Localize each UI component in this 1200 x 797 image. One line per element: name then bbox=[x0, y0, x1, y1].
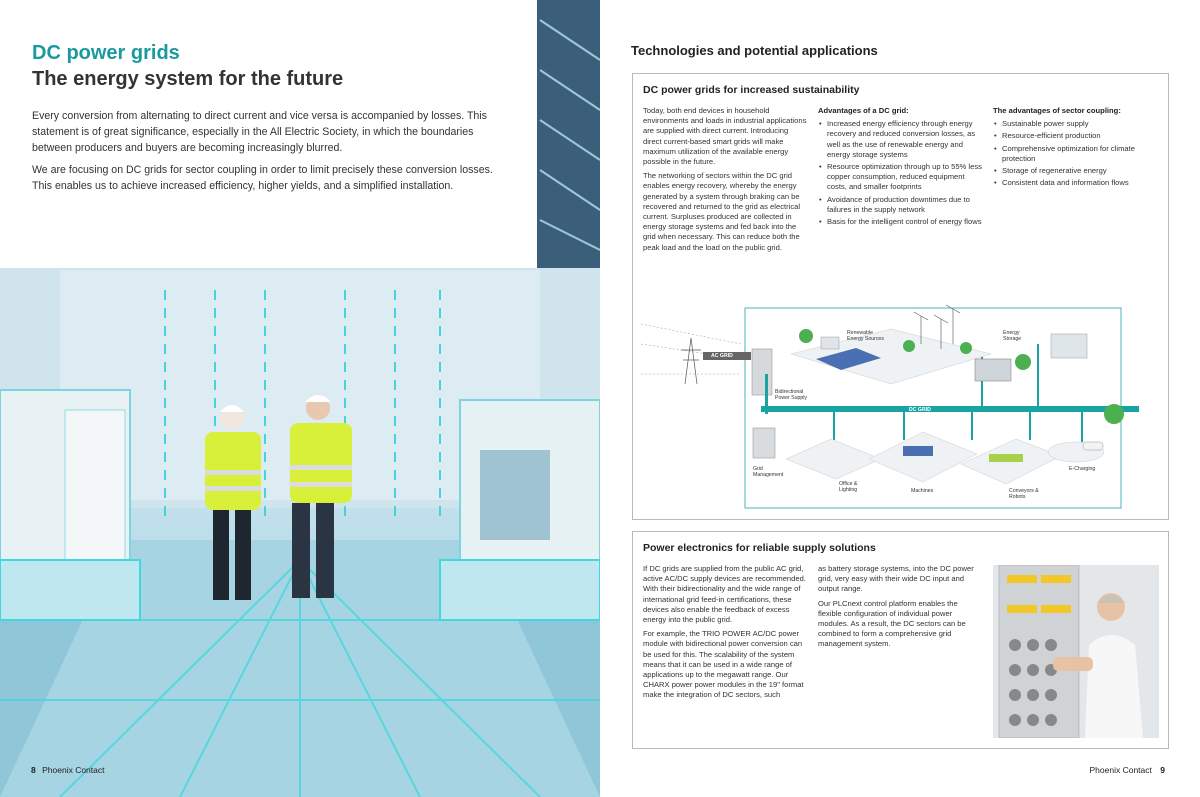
dc-grid-diagram-graphic bbox=[641, 304, 1161, 514]
machines-label: Machines bbox=[911, 488, 934, 494]
battery-storage-icon bbox=[975, 359, 1011, 381]
bidirectional-label: Bidirectional Power Supply bbox=[775, 389, 808, 401]
conveyors-label: Conveyors & Robots bbox=[1009, 488, 1039, 500]
list-item: • Resource-efficient production bbox=[993, 131, 1163, 141]
power-electronics-panel bbox=[632, 531, 1169, 749]
panel2-col2-paragraph-2: Our PLCnext control platform enables the flexible configuration of individual power modules. As a result, the DC sectors can be combined to form a comprehensive grid management system. bbox=[818, 598, 966, 649]
intro-paragraph-1: Every conversion from alternating to direct current and vice versa is accompanied by losses. This statement is of great significance, especially in the All Electric Society, in which the boundaries between producers and buyers are becoming increasingly blurred. bbox=[32, 110, 487, 154]
technician-illustration bbox=[993, 565, 1159, 738]
power-supply-cabinet-icon bbox=[752, 349, 772, 395]
list-item: • Comprehensive optimization for climate protection bbox=[993, 144, 1163, 164]
dc-grid-label: DC GRID bbox=[909, 407, 931, 413]
panel2-column-1 bbox=[643, 564, 808, 705]
panel1-title: DC power grids for increased sustainability bbox=[643, 84, 860, 96]
page-title: DC power grids bbox=[32, 42, 180, 64]
panel1-column-2 bbox=[818, 106, 986, 229]
power-pylon-icon bbox=[681, 338, 701, 384]
sustainability-panel bbox=[632, 73, 1169, 520]
page-subtitle: The energy system for the future bbox=[32, 68, 344, 90]
renewable-label: Renewable Energy Sources bbox=[847, 330, 884, 342]
intro-text-box bbox=[0, 0, 537, 268]
dc-grid-bar bbox=[761, 406, 1139, 412]
list-item: • Increased energy efficiency through energy recovery and reduced conversion losses, as well as the use of renewable energy and energy storage systems bbox=[818, 119, 986, 160]
left-footer-brand: Phoenix Contact bbox=[42, 765, 105, 775]
dc-grid-diagram bbox=[641, 304, 1161, 514]
list-item: • Storage of regenerative energy bbox=[993, 166, 1163, 176]
panel1-col1-paragraph-2: The networking of sectors within the DC grid enables energy recovery, whereby the energy generated by a system through braking can be recovered and returned to the grid as electrical current. Surpluses produced are collected in energy storage systems and fed back into the grid when necessary. This can reduce both the peak load and the load on the public grid. bbox=[643, 171, 801, 252]
left-page-number: 8 bbox=[31, 765, 36, 775]
sector-coupling-heading: The advantages of sector coupling: bbox=[993, 106, 1121, 115]
panel2-column-2 bbox=[818, 564, 983, 654]
list-item: • Consistent data and information flows bbox=[993, 178, 1163, 188]
grid-management-cabinet-icon bbox=[753, 428, 775, 458]
right-page bbox=[600, 0, 1200, 797]
technician-servicing-photo bbox=[993, 565, 1159, 738]
left-footer bbox=[31, 765, 104, 775]
intro-paragraph-2: We are focusing on DC grids for sector coupling in order to limit precisely these conversion losses. This enables us to achieve increased efficiency, higher yields, and a simplified installation. bbox=[32, 164, 493, 192]
panel1-col1-paragraph-1: Today, both end devices in household environments and loads in industrial applications are supplied with direct current. Introducing direct current-based smart grids will make maximum utilization of the available energy possible in the future. bbox=[643, 106, 807, 167]
panel2-title: Power electronics for reliable supply solutions bbox=[643, 542, 876, 554]
sector-coupling-list bbox=[993, 119, 1163, 188]
ac-grid-label: AC GRID bbox=[711, 353, 733, 359]
panel1-column-3 bbox=[993, 106, 1163, 190]
list-item: • Resource optimization through up to 55% less copper consumption, reduced equipment costs, and smaller footprints bbox=[818, 162, 986, 193]
dc-advantages-heading: Advantages of a DC grid: bbox=[818, 106, 909, 115]
panel2-col1-paragraph-2: For example, the TRIO POWER AC/DC power module with bidirectional power conversion can be used for this. The scalability of the system means that it can be used in a wide range of applications up to the megawatt range. Our CHARX power power modules in the 19" format make the integration of DC sectors, such bbox=[643, 629, 804, 700]
list-item: • Basis for the intelligent control of energy flows bbox=[818, 217, 986, 227]
list-item: • Avoidance of production downtimes due to failures in the supply network bbox=[818, 195, 986, 215]
panel2-col1-paragraph-1: If DC grids are supplied from the public AC grid, active AC/DC supply devices are recommended. With their bidirectionality and the wide range of international grid feed-in certifications, these devices also enable the feedback of excess energy into the public grid. bbox=[643, 564, 806, 625]
section-heading: Technologies and potential applications bbox=[631, 43, 878, 58]
grid-management-label: Grid Management bbox=[753, 466, 784, 478]
office-platform-icon bbox=[786, 439, 881, 479]
energy-storage-label: Energy Storage bbox=[1003, 330, 1022, 342]
dc-advantages-list bbox=[818, 119, 986, 227]
right-footer bbox=[1090, 765, 1169, 775]
machines-platform-icon bbox=[869, 432, 977, 482]
office-label: Office & Lighting bbox=[839, 481, 858, 493]
right-footer-brand: Phoenix Contact bbox=[1089, 765, 1152, 775]
panel2-col2-paragraph-1: as battery storage systems, into the DC power grid, very easy with their wide DC input and output range. bbox=[818, 564, 974, 594]
panel1-column-1 bbox=[643, 106, 808, 257]
e-charging-label: E-Charging bbox=[1069, 466, 1096, 472]
right-page-number: 9 bbox=[1160, 765, 1165, 775]
list-item: • Sustainable power supply bbox=[993, 119, 1163, 129]
